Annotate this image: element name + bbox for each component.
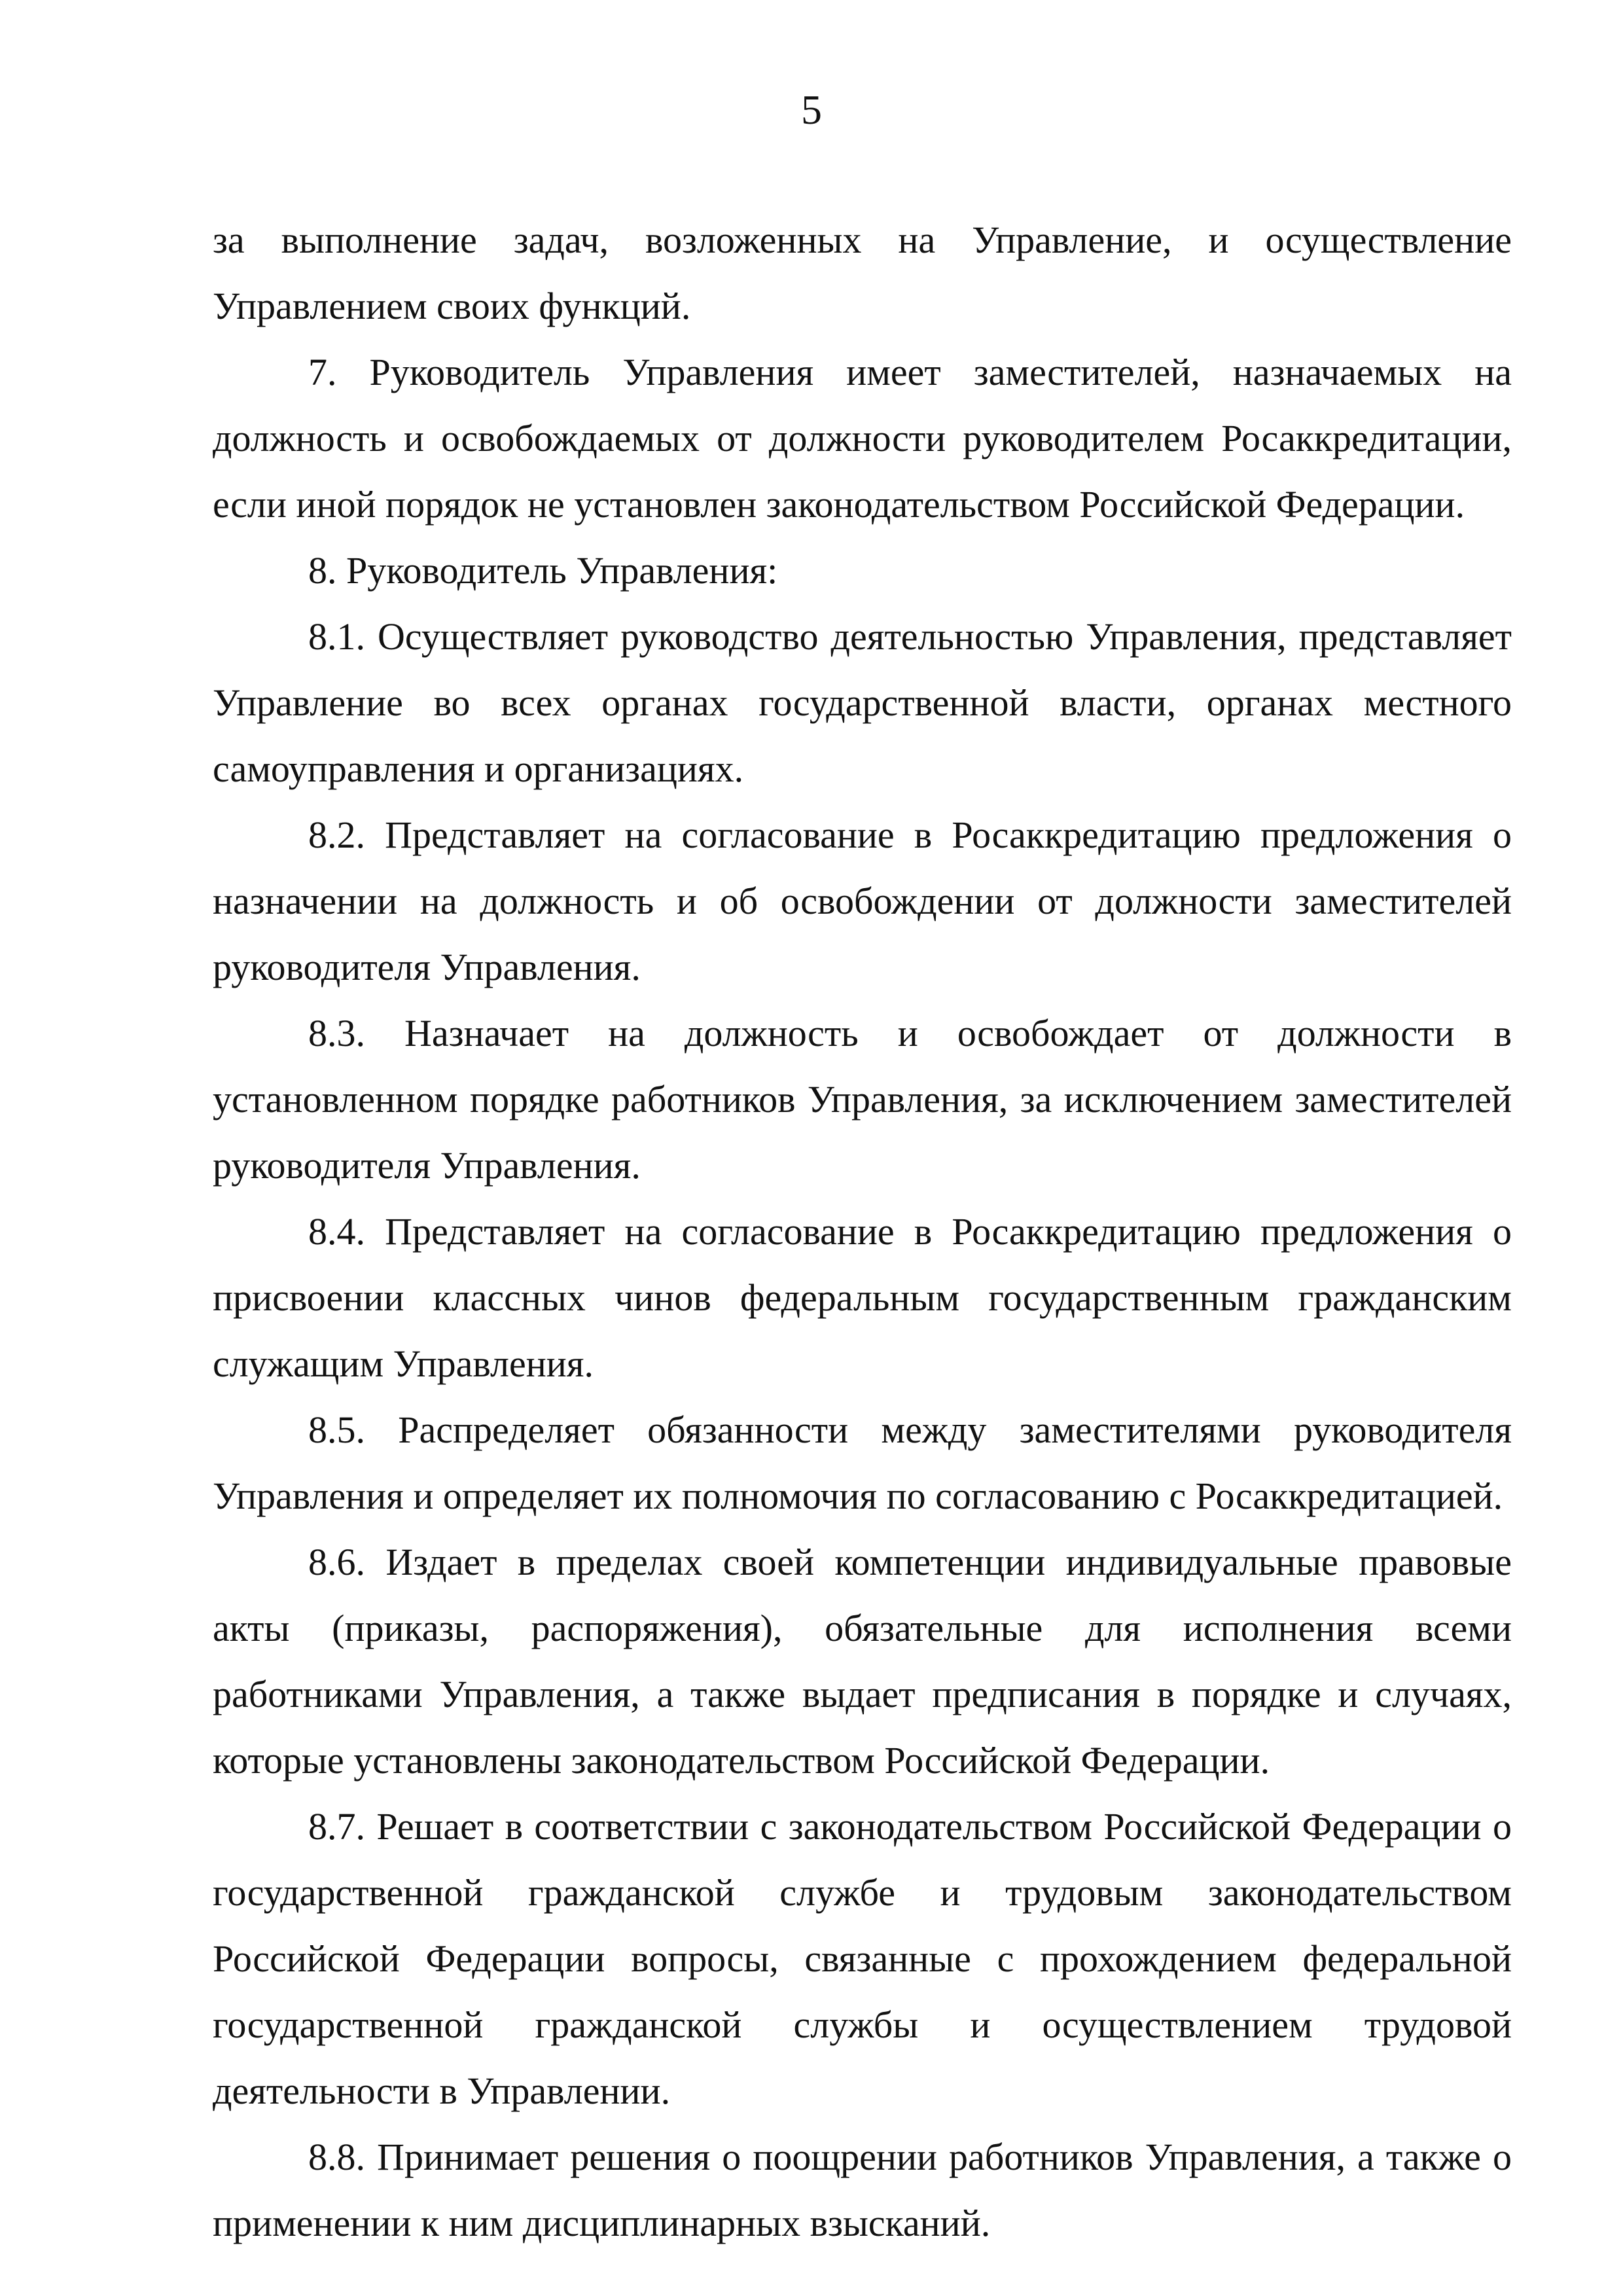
- paragraph-8-7: 8.7. Решает в соответствии с законодательством Российской Федерации о государственной гражданской службе и трудовым законодательством Российской Федерации вопросы, связанные с прохождением федеральной государственной гражданской службы и осуществлением трудовой деятельности в Управлении.: [213, 1805, 1512, 2112]
- paragraph-7: 7. Руководитель Управления имеет заместителей, назначаемых на должность и освобождаемых от должности руководителем Росаккредитации, если иной порядок не установлен законодательством Российской Федерации.: [213, 351, 1512, 526]
- page-number: 5: [801, 86, 822, 133]
- paragraph-8: 8. Руководитель Управления:: [308, 549, 778, 592]
- paragraph-8-4: 8.4. Представляет на согласование в Росаккредитацию предложения о присвоении классных чинов федеральным государственным гражданским служащим Управления.: [213, 1210, 1512, 1385]
- paragraph-8-1: 8.1. Осуществляет руководство деятельностью Управления, представляет Управление во всех органах государственной власти, органах местного самоуправления и организациях.: [213, 615, 1512, 790]
- paragraph-8-6: 8.6. Издает в пределах своей компетенции индивидуальные правовые акты (приказы, распоряжения), обязательные для исполнения всеми работниками Управления, а также выдает предписания в порядке и случаях, которые установлены законодательством Российской Федерации.: [213, 1541, 1512, 1782]
- paragraph-8-5: 8.5. Распределяет обязанности между заместителями руководителя Управления и определяет их полномочия по согласованию с Росаккредитацией.: [213, 1408, 1512, 1517]
- paragraph-continuation: за выполнение задач, возложенных на Управление, и осуществление Управлением своих функций.: [213, 219, 1512, 327]
- paragraph-8-2: 8.2. Представляет на согласование в Росаккредитацию предложения о назначении на должность и об освобождении от должности заместителей руководителя Управления.: [213, 814, 1512, 988]
- document-body: [213, 207, 1512, 2256]
- paragraph-8-8: 8.8. Принимает решения о поощрении работников Управления, а также о применении к ним дисциплинарных взысканий.: [213, 2136, 1512, 2244]
- paragraph-8-3: 8.3. Назначает на должность и освобождает от должности в установленном порядке работников Управления, за исключением заместителей руководителя Управления.: [213, 1012, 1512, 1187]
